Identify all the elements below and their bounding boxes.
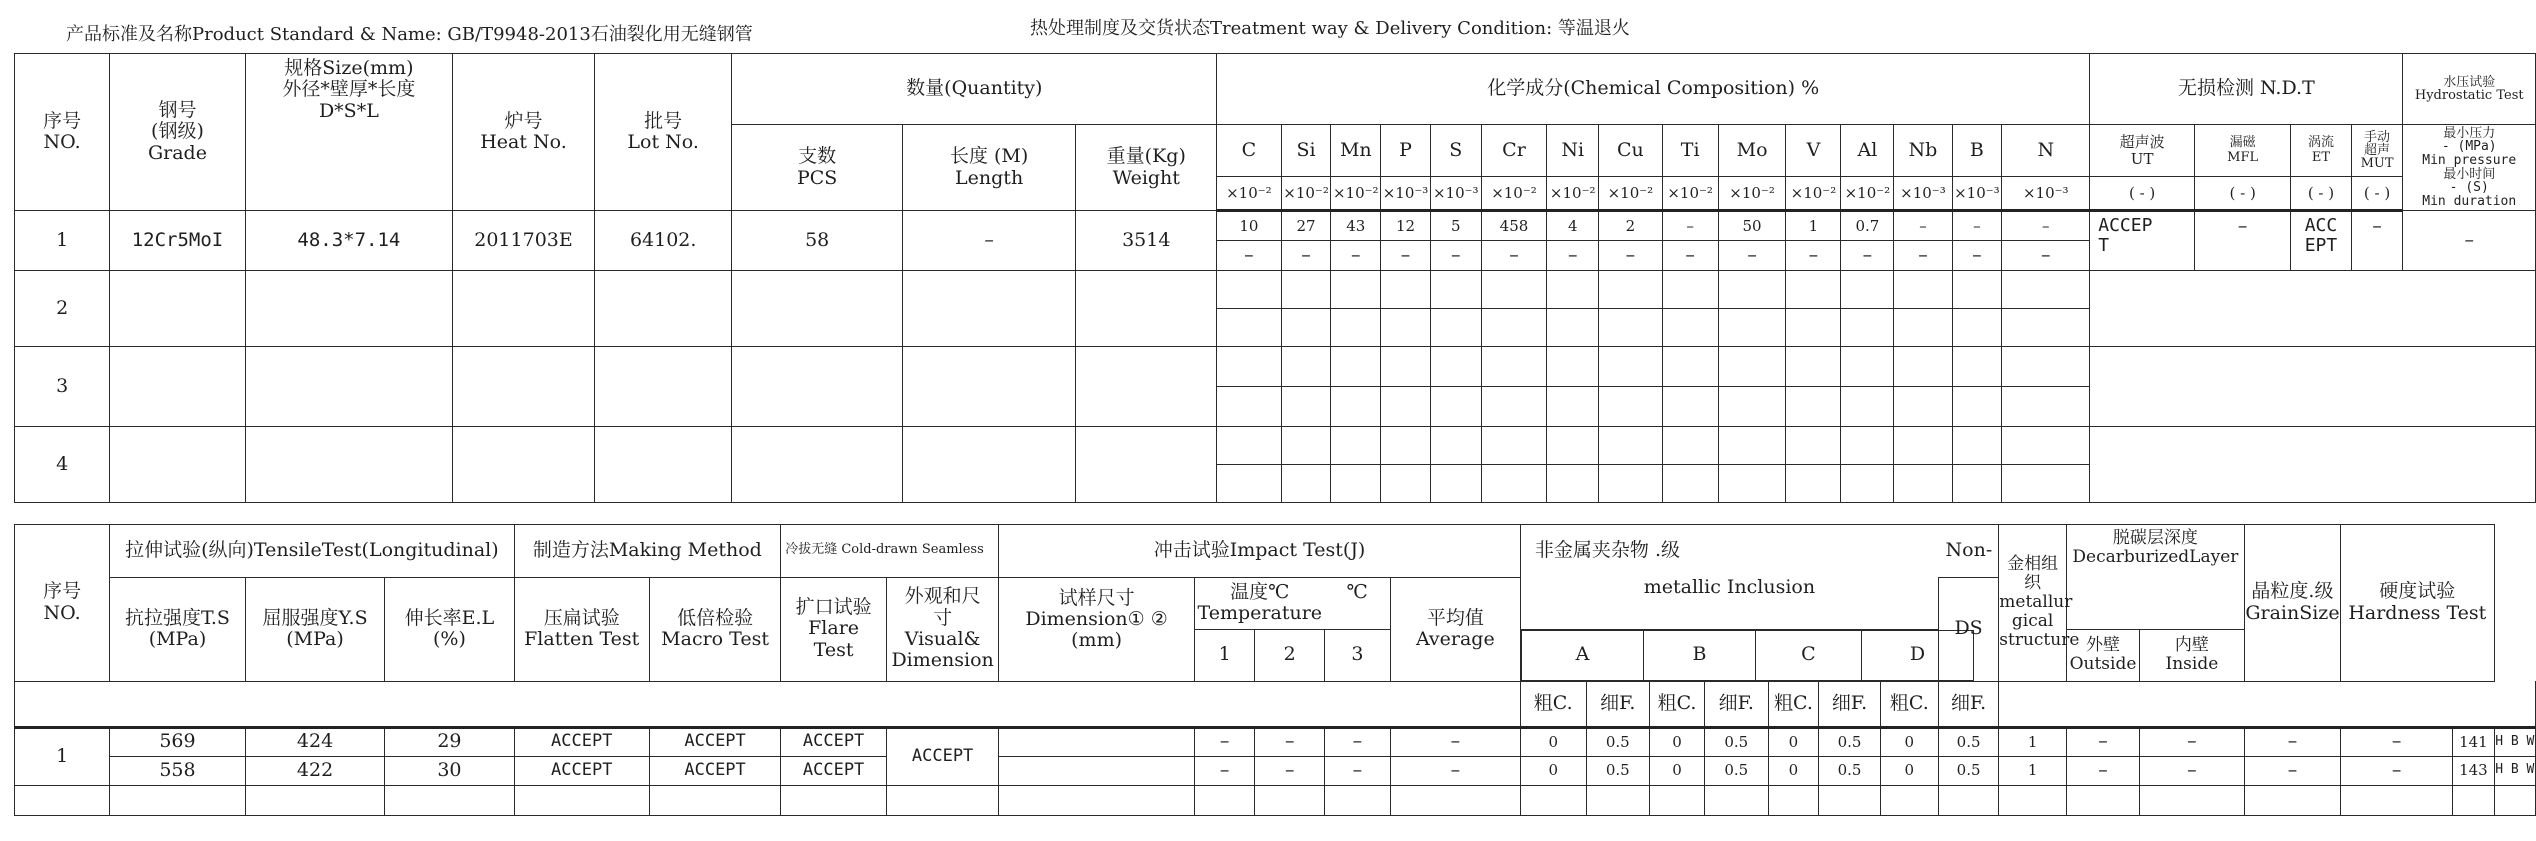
result-2-ts: 558 [110,756,245,785]
result-2-i2: – [1255,756,1325,785]
result-1-i3: – [1325,727,1391,756]
row-1-hydro: – [2403,211,2536,271]
chem-b-b: – [1952,241,2002,271]
heat-treatment-label: 热处理制度及交货状态Treatment way & Delivery Condition: 等温退火 [1030,18,1630,39]
inside-header: 内壁 Inside [2140,629,2245,681]
result-1-hv: 141 [2453,727,2494,756]
result-1-incl-7: 0.5 [1938,727,1998,756]
incl-group-d: D [1861,630,1973,680]
incl-a-coarse: 粗C. [1520,681,1586,727]
result-2-incl-1: 0.5 [1586,756,1649,785]
unit-cu: ×10⁻² [1599,177,1662,211]
outside-header: 外壁 Outside [2067,629,2140,681]
chem-b-cu: – [1599,241,1662,271]
result-2-incl-3: 0.5 [1705,756,1768,785]
flare-header: 扩口试验 Flare Test [781,577,887,681]
result-2-met: – [2067,756,2140,785]
chem-cu: 2 [1599,211,1662,241]
result-2-i3: – [1325,756,1391,785]
seq-header: 序号 NO. [15,54,110,211]
grade-header: 钢号 (钢级) Grade [110,54,245,211]
ndt-mfl-unit: ( - ) [2195,177,2291,211]
pcs-header: 支数 PCS [732,125,902,211]
chem-b-v: – [1786,241,1841,271]
ndt-et-header: 涡流 ET [2291,125,2351,177]
macro-header: 低倍检验 Macro Test [649,577,780,681]
result-1-ds: 1 [1999,727,2067,756]
inclusion-en: metallic Inclusion [1520,577,1938,629]
chemical-composition-table [14,53,2536,503]
quantity-header: 数量(Quantity) [732,54,1217,125]
chem-nb: – [1894,211,1952,241]
element-ti: Ti [1662,125,1718,177]
average-header: 平均值 Average [1390,577,1520,681]
weight-header: 重量(Kg) Weight [1076,125,1217,211]
result-1-ts: 569 [110,727,245,756]
metallurgical-header: 金相组 织 metallur gical structure [1999,525,2067,682]
result-2-hu: H B W [2494,756,2535,785]
temperature-header: 温度℃ Temperature [1194,577,1324,629]
element-s: S [1430,125,1481,177]
result-1-out: – [2140,727,2245,756]
unit-mn: ×10⁻² [1331,177,1381,211]
result-1-incl-6: 0 [1880,727,1938,756]
lot-no-header: 批号 Lot No. [594,54,732,211]
result-1-incl-4: 0 [1768,727,1819,756]
el-header: 伸长率E.L (%) [385,577,514,681]
incl-d-fine: 细F. [1938,681,1998,727]
visual-header: 外观和尺 寸 Visual& Dimension [887,577,999,681]
chem-b-ni: – [1547,241,1599,271]
element-nb: Nb [1894,125,1952,177]
incl-group-b: B [1643,630,1755,680]
chem-b-n: – [2002,241,2090,271]
degc-label: ℃ [1325,577,1391,629]
ys-header: 屈服强度Y.S (MPa) [245,577,385,681]
ndt-ut-unit: ( - ) [2090,177,2195,211]
chem-b-al: – [1841,241,1894,271]
impact-col-2: 2 [1255,629,1325,681]
incl-group-a: A [1521,630,1643,680]
row-1-no: 1 [15,211,110,271]
inclusion-non: Non- [1945,539,1993,562]
size-header: 规格Size(mm) 外径*壁厚*长度 D*S*L [245,54,452,211]
hardness-header: 硬度试验 Hardness Test [2341,525,2494,682]
result-1-el: 29 [385,727,514,756]
chem-ti: – [1662,211,1718,241]
result-visual: ACCEPT [887,727,999,785]
incl-d-coarse: 粗C. [1880,681,1938,727]
row-1-et: ACC EPT [2291,211,2351,271]
element-cr: Cr [1481,125,1547,177]
result-2-avg: – [1390,756,1520,785]
row-1-pcs: 58 [732,211,902,271]
product-standard-label: 产品标准及名称Product Standard & Name: GB/T9948-2013石油裂化用无缝钢管 [66,24,753,45]
result-1-flatten: ACCEPT [514,727,649,756]
element-al: Al [1841,125,1894,177]
chem-si: 27 [1281,211,1331,241]
result-1-incl-2: 0 [1650,727,1705,756]
result-1-avg: – [1390,727,1520,756]
result-2-out: – [2140,756,2245,785]
result-row-no: 1 [15,727,110,785]
unit-nb: ×10⁻³ [1894,177,1952,211]
row-2-no: 2 [15,271,110,347]
unit-al: ×10⁻² [1841,177,1894,211]
result-2-ds: 1 [1999,756,2067,785]
unit-v: ×10⁻² [1786,177,1841,211]
result-2-flatten: ACCEPT [514,756,649,785]
heat-no-header: 炉号 Heat No. [453,54,595,211]
ndt-ut-header: 超声波 UT [2090,125,2195,177]
unit-c: ×10⁻² [1217,177,1282,211]
chem-cr: 458 [1481,211,1547,241]
chemical-composition-header: 化学成分(Chemical Composition) % [1217,54,2090,125]
element-ni: Ni [1547,125,1599,177]
mechanical-test-table [14,524,2536,816]
unit-s: ×10⁻³ [1430,177,1481,211]
chem-al: 0.7 [1841,211,1894,241]
row-3-no: 3 [15,347,110,427]
chem-b-si: – [1281,241,1331,271]
result-1-incl-5: 0.5 [1819,727,1880,756]
result-2-hv: 143 [2453,756,2494,785]
result-2-incl-5: 0.5 [1819,756,1880,785]
result-2-incl-6: 0 [1880,756,1938,785]
inclusion-header [1520,525,1998,578]
element-mo: Mo [1718,125,1786,177]
element-v: V [1786,125,1841,177]
result-1-i1: – [1194,727,1254,756]
flatten-header: 压扁试验 Flatten Test [514,577,649,681]
incl-c-coarse: 粗C. [1768,681,1819,727]
row-1-grade: 12Cr5MoI [110,211,245,271]
result-2-incl-4: 0 [1768,756,1819,785]
decarb-header: 脱碳层深度 DecarburizedLayer [2067,525,2245,578]
row-1-lot: 64102. [594,211,732,271]
element-b: B [1952,125,2002,177]
chem-n: – [2002,211,2090,241]
unit-mo: ×10⁻² [1718,177,1786,211]
row-1-length: – [902,211,1076,271]
ndt-et-unit: ( - ) [2291,177,2351,211]
element-p: P [1381,125,1431,177]
result-1-ys: 424 [245,727,385,756]
element-n: N [2002,125,2090,177]
dimension-header: 试样尺寸 Dimension① ② (mm) [999,577,1195,681]
result-1-in: – [2244,727,2340,756]
chem-b-mn: – [1331,241,1381,271]
incl-a-fine: 细F. [1586,681,1649,727]
element-mn: Mn [1331,125,1381,177]
impact-col-3: 3 [1325,629,1391,681]
chem-b-mo: – [1718,241,1786,271]
unit-ni: ×10⁻² [1547,177,1599,211]
chem-b-p: – [1381,241,1431,271]
row-1-size: 48.3*7.14 [245,211,452,271]
result-1-macro: ACCEPT [649,727,780,756]
hydro-test-sub: 最小压力 - (MPa) Min pressure 最小时间 - (S) Min duration [2403,125,2536,211]
unit-ti: ×10⁻² [1662,177,1718,211]
chem-p: 12 [1381,211,1431,241]
length-header: 长度 (M) Length [902,125,1076,211]
result-2-incl-0: 0 [1520,756,1586,785]
chem-b-c: – [1217,241,1282,271]
inclusion-cn: 非金属夹杂物 .级 [1534,539,1681,562]
unit-n: ×10⁻³ [2002,177,2090,211]
result-1-incl-1: 0.5 [1586,727,1649,756]
row-1-ut: ACCEP T [2090,211,2195,271]
unit-si: ×10⁻² [1281,177,1331,211]
result-2-el: 30 [385,756,514,785]
row-1-mfl: – [2195,211,2291,271]
ts-header: 抗拉强度T.S (MPa) [110,577,245,681]
result-2-ys: 422 [245,756,385,785]
unit-b: ×10⁻³ [1952,177,2002,211]
chem-b: – [1952,211,2002,241]
result-2-incl-2: 0 [1650,756,1705,785]
row-1-heat: 2011703E [453,211,595,271]
impact-test-header: 冲击试验Impact Test(J) [999,525,1521,578]
result-2-incl-7: 0.5 [1938,756,1998,785]
row-4-no: 4 [15,427,110,503]
chem-s: 5 [1430,211,1481,241]
chem-b-s: – [1430,241,1481,271]
ndt-header: 无损检测 N.D.T [2090,54,2403,125]
result-2-in: – [2244,756,2340,785]
tensile-header: 拉伸试验(纵向)TensileTest(Longitudinal) [110,525,514,578]
result-1-flare: ACCEPT [781,727,887,756]
result-1-incl-0: 0 [1520,727,1586,756]
chem-v: 1 [1786,211,1841,241]
unit-p: ×10⁻³ [1381,177,1431,211]
chem-mn: 43 [1331,211,1381,241]
chem-mo: 50 [1718,211,1786,241]
grain-size-header: 晶粒度.级 GrainSize [2244,525,2340,682]
making-method-value: 冷拔无缝 Cold-drawn Seamless [781,525,999,578]
chem-ni: 4 [1547,211,1599,241]
unit-cr: ×10⁻² [1481,177,1547,211]
result-1-met: – [2067,727,2140,756]
seq-header-2: 序号 NO. [15,525,110,682]
incl-b-fine: 细F. [1705,681,1768,727]
chem-c: 10 [1217,211,1282,241]
ds-header: DS [1938,577,1998,681]
result-2-grain: – [2341,756,2453,785]
incl-group-c: C [1755,630,1861,680]
impact-col-1: 1 [1194,629,1254,681]
result-2-flare: ACCEPT [781,756,887,785]
result-2-i1: – [1194,756,1254,785]
result-2-macro: ACCEPT [649,756,780,785]
result-1-i2: – [1255,727,1325,756]
element-c: C [1217,125,1282,177]
ndt-mut-unit: ( - ) [2351,177,2403,211]
result-1-hu: H B W [2494,727,2535,756]
incl-c-fine: 细F. [1819,681,1880,727]
result-1-grain: – [2341,727,2453,756]
element-cu: Cu [1599,125,1662,177]
incl-b-coarse: 粗C. [1650,681,1705,727]
chem-b-cr: – [1481,241,1547,271]
chem-b-ti: – [1662,241,1718,271]
row-1-mut: – [2351,211,2403,271]
making-method-header: 制造方法Making Method [514,525,781,578]
chem-b-nb: – [1894,241,1952,271]
ndt-mfl-header: 漏磁 MFL [2195,125,2291,177]
row-1-weight: 3514 [1076,211,1217,271]
hydro-test-header: 水压试验 Hydrostatic Test [2403,54,2536,125]
ndt-mut-header: 手动 超声 MUT [2351,125,2403,177]
result-1-incl-3: 0.5 [1705,727,1768,756]
element-si: Si [1281,125,1331,177]
